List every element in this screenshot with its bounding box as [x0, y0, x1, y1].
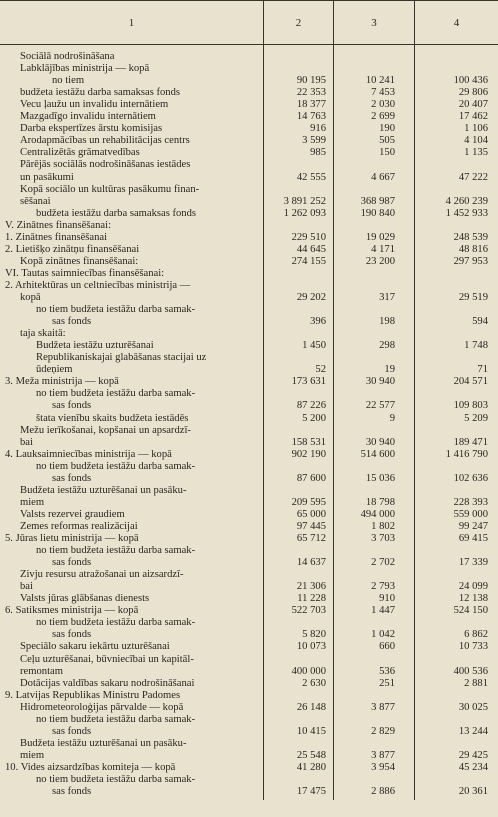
row-value-c4: 102 636 [453, 472, 488, 484]
row-value-c2: 1 450 [302, 340, 326, 352]
header-col-1: 1 [128, 16, 135, 29]
header-col-3: 3 [371, 16, 377, 29]
row-value-c2: 10 415 [296, 725, 326, 737]
row-value-c4: 24 099 [458, 581, 488, 593]
row-value-c4: 17 339 [458, 557, 488, 569]
row-label: štata vienību skaits budžeta iestādēs [36, 412, 189, 424]
row-label: bai [20, 436, 33, 448]
row-value-c2: 26 148 [296, 701, 326, 713]
row-value-c3: 3 954 [371, 761, 395, 773]
row-value-c3: 317 [379, 292, 395, 303]
row-value-c2: 400 000 [291, 665, 326, 677]
row-value-c4: 20 361 [458, 786, 488, 798]
row-value-c2: 11 228 [297, 593, 326, 605]
row-value-c2: 916 [310, 123, 326, 135]
row-value-c4: 29 519 [458, 292, 488, 303]
row-value-c3: 10 241 [365, 75, 395, 87]
row-value-c2: 229 510 [291, 231, 326, 243]
row-value-c2: 396 [310, 316, 326, 328]
row-value-c2: 41 280 [296, 761, 326, 773]
row-value-c2: 42 555 [296, 171, 326, 183]
row-label: Republikaniskajai glabāšanas stacijai uz [36, 352, 207, 364]
row-value-c4: 17 462 [458, 111, 488, 123]
row-value-c3: 3 877 [371, 701, 395, 713]
row-label: no tiem budžeta iestāžu darba samak- [36, 304, 196, 316]
row-label: miem [20, 749, 45, 761]
row-label: bai [20, 581, 33, 593]
row-value-c2: 14 763 [296, 111, 326, 123]
row-label: 6. Satiksmes ministrija — kopā [5, 605, 139, 617]
row-label: 2. Arhitektūras un celtniecības ministrija — [5, 279, 191, 291]
row-value-c2: 158 531 [291, 436, 326, 448]
row-label: Kopā zinātnes finansēšanai: [20, 255, 139, 267]
row-label: ūdeņiem [36, 364, 73, 376]
row-label: Centralizētās grāmatvedības [20, 147, 140, 159]
row-value-c2: 87 226 [296, 400, 326, 412]
row-value-c4: 29 806 [458, 87, 488, 99]
row-value-c4: 248 539 [453, 231, 488, 243]
row-value-c2: 44 645 [296, 243, 326, 255]
row-label: Mežu ierīkošanai, kopšanai un apsardzī- [20, 424, 191, 436]
row-label: 2. Lietišķo zinātņu finansēšanai [5, 243, 140, 255]
row-value-c2: 173 631 [291, 376, 326, 388]
row-label: no tiem budžeta iestāžu darba samak- [36, 617, 196, 629]
row-label: sas fonds [52, 400, 92, 412]
row-value-c4: 204 571 [453, 376, 488, 388]
row-label: remontam [20, 665, 63, 677]
row-value-c4: 48 816 [458, 243, 488, 255]
row-value-c4: 559 000 [453, 508, 488, 520]
row-label: miem [20, 496, 45, 508]
row-label: Pārējās sociālās nodrošināšanas iestādes [20, 159, 191, 171]
row-value-c4: 297 953 [453, 255, 488, 267]
row-label: sas fonds [52, 316, 92, 328]
row-value-c4: 13 244 [458, 725, 488, 737]
row-value-c4: 2 881 [464, 677, 488, 689]
row-label: no tiem budžeta iestāžu darba samak- [36, 545, 196, 557]
row-value-c3: 2 886 [371, 786, 395, 798]
row-value-c4: 20 407 [458, 99, 488, 111]
row-value-c2: 65 000 [296, 508, 326, 520]
row-value-c3: 19 [384, 364, 395, 376]
row-value-c4: 30 025 [458, 701, 488, 713]
row-label: sas fonds [52, 786, 92, 798]
row-value-c3: 22 577 [365, 400, 395, 412]
header-col-4: 4 [453, 16, 460, 29]
row-label: kopā [20, 292, 41, 303]
row-value-c2: 29 202 [296, 292, 326, 303]
row-value-c4: 1 135 [464, 147, 488, 159]
row-label: Arodapmācības un rehabilitācijas centrs [20, 135, 190, 147]
row-label: V. Zinātnes finansēšanai: [5, 219, 112, 231]
row-value-c2: 10 073 [296, 641, 326, 653]
row-label: Budžeta iestāžu uzturēšanai un pasāku- [20, 484, 187, 496]
row-value-c3: 251 [379, 677, 395, 689]
row-value-c4: 100 436 [453, 75, 488, 87]
row-value-c4: 6 862 [464, 629, 488, 641]
row-value-c3: 23 200 [365, 255, 395, 267]
row-value-c3: 30 940 [365, 436, 395, 448]
row-value-c2: 5 200 [302, 412, 326, 424]
row-value-c3: 3 703 [371, 533, 395, 544]
column-divider [263, 0, 264, 800]
row-value-c3: 1 802 [371, 520, 395, 532]
row-value-c4: 29 425 [458, 749, 488, 761]
row-value-c4: 10 733 [458, 641, 488, 653]
row-value-c2: 5 820 [302, 629, 326, 641]
row-label: 9. Latvijas Republikas Ministru Padomes [5, 689, 181, 701]
row-value-c2: 1 262 093 [283, 207, 326, 219]
row-value-c4: 1 106 [464, 123, 488, 135]
row-value-c4: 109 803 [453, 400, 488, 412]
row-label: no tiem budžeta iestāžu darba samak- [36, 774, 196, 785]
row-label: no tiem [52, 75, 85, 87]
row-value-c2: 87 600 [296, 472, 326, 484]
row-value-c3: 7 453 [371, 87, 395, 99]
row-value-c2: 17 475 [296, 786, 326, 798]
row-value-c4: 5 209 [464, 412, 488, 424]
row-label: Mazgadīgo invalidu internātiem [20, 111, 156, 123]
row-value-c4: 71 [477, 364, 488, 376]
row-label: no tiem budžeta iestāžu darba samak- [36, 713, 196, 725]
row-value-c2: 2 630 [302, 677, 326, 689]
row-value-c4: 4 260 239 [445, 195, 488, 207]
row-value-c3: 2 829 [371, 725, 395, 737]
row-value-c4: 524 150 [453, 605, 488, 617]
row-value-c4: 47 222 [458, 171, 488, 183]
row-label: Labklājības ministrija — kopā [20, 63, 150, 75]
row-value-c3: 30 940 [365, 376, 395, 388]
row-label: Speciālo sakaru iekārtu uzturēšanai [20, 641, 170, 653]
row-value-c2: 3 891 252 [283, 195, 326, 207]
row-value-c3: 18 798 [365, 496, 395, 508]
row-value-c4: 99 247 [458, 520, 488, 532]
row-label: Budžeta iestāžu uzturēšanai [36, 340, 154, 352]
row-value-c4: 594 [472, 316, 488, 328]
row-label: Budžeta iestāžu uzturēšanai un pasāku- [20, 737, 187, 749]
row-label: Ceļu uzturēšanai, būvniecībai un kapitāl- [20, 653, 194, 665]
row-value-c4: 12 138 [458, 593, 488, 605]
row-label: 1. Zinātnes finansēšanai [5, 231, 108, 243]
row-label: sas fonds [52, 472, 92, 484]
row-value-c3: 368 987 [360, 195, 395, 207]
row-label: Zemes reformas realizācijai [20, 520, 138, 532]
row-label: 10. Vides aizsardzības komiteja — kopā [5, 761, 176, 773]
table-header [0, 0, 498, 45]
row-label: Vecu ļaužu un invalidu internātiem [20, 99, 169, 111]
row-value-c2: 14 637 [296, 557, 326, 569]
row-value-c2: 65 712 [296, 533, 326, 544]
row-label: budžeta iestāžu darba samaksas fonds [20, 87, 181, 99]
row-value-c3: 494 000 [360, 508, 395, 520]
row-value-c3: 9 [389, 412, 395, 424]
column-divider [414, 0, 415, 800]
row-value-c3: 2 030 [371, 99, 395, 111]
row-value-c3: 190 840 [360, 207, 395, 219]
row-value-c4: 69 415 [458, 533, 488, 544]
row-value-c4: 1 416 790 [445, 448, 488, 460]
row-value-c2: 25 548 [296, 749, 326, 761]
row-value-c3: 150 [379, 147, 395, 159]
row-label: Kopā sociālo un kultūras pasākumu finan- [20, 183, 200, 195]
row-label: 3. Meža ministrija — kopā [5, 376, 119, 388]
row-value-c4: 1 748 [464, 340, 488, 352]
row-label: Sociālā nodrošināšana [20, 51, 115, 62]
row-label: Hidrometeoroloģijas pārvalde — kopā [20, 701, 184, 713]
row-label: sas fonds [52, 557, 92, 569]
row-value-c2: 985 [310, 147, 326, 159]
row-value-c3: 4 667 [371, 171, 395, 183]
row-value-c2: 52 [315, 364, 326, 376]
row-value-c2: 902 190 [291, 448, 326, 460]
row-value-c3: 2 702 [371, 557, 395, 569]
row-value-c3: 298 [379, 340, 395, 352]
row-value-c2: 274 155 [291, 255, 326, 267]
row-label: Darba ekspertīzes ārstu komisijas [20, 123, 163, 135]
row-label: Dotācijas valdības sakaru nodrošināšanai [20, 677, 195, 689]
header-col-2: 2 [295, 16, 302, 29]
row-value-c4: 45 234 [458, 761, 488, 773]
row-value-c4: 400 536 [453, 665, 488, 677]
row-value-c3: 2 793 [371, 581, 395, 593]
row-label: Zivju resursu atražošanai un aizsardzī- [20, 569, 184, 581]
row-value-c2: 21 306 [296, 581, 326, 593]
row-value-c3: 4 171 [371, 243, 395, 255]
row-label: 4. Lauksaimniecības ministrija — kopā [5, 448, 172, 460]
row-value-c3: 1 447 [371, 605, 395, 617]
row-value-c2: 3 599 [302, 135, 326, 147]
row-value-c3: 19 029 [365, 231, 395, 243]
row-value-c3: 198 [379, 316, 395, 328]
column-divider [333, 0, 334, 800]
row-value-c3: 2 699 [371, 111, 395, 123]
row-value-c3: 190 [379, 123, 395, 135]
row-value-c2: 90 195 [296, 75, 326, 87]
row-label: VI. Tautas saimniecības finansēšanai: [5, 267, 165, 279]
row-label: sas fonds [52, 725, 92, 737]
row-value-c4: 4 104 [464, 135, 488, 147]
row-value-c3: 15 036 [365, 472, 395, 484]
row-value-c4: 189 471 [453, 436, 488, 448]
row-value-c3: 660 [379, 641, 395, 653]
row-label: sēšanai [20, 195, 51, 207]
row-label: un pasākumi [20, 171, 74, 183]
row-value-c2: 522 703 [291, 605, 326, 617]
row-value-c4: 1 452 933 [445, 207, 488, 219]
row-value-c2: 209 595 [291, 496, 326, 508]
row-label: 5. Jūras lietu ministrija — kopā [5, 533, 139, 544]
row-label: budžeta iestāžu darba samaksas fonds [36, 207, 197, 219]
row-label: Valsts jūras glābšanas dienests [20, 593, 150, 605]
row-value-c3: 3 877 [371, 749, 395, 761]
row-label: sas fonds [52, 629, 92, 641]
row-value-c2: 97 445 [296, 520, 326, 532]
row-value-c2: 18 377 [296, 99, 326, 111]
row-label: taja skaitā: [20, 328, 66, 340]
row-value-c3: 1 042 [371, 629, 395, 641]
row-value-c4: 228 393 [453, 496, 488, 508]
row-value-c3: 536 [379, 665, 395, 677]
row-label: no tiem budžeta iestāžu darba samak- [36, 388, 196, 400]
row-label: no tiem budžeta iestāžu darba samak- [36, 460, 196, 472]
row-value-c3: 910 [379, 593, 395, 605]
row-value-c3: 514 600 [360, 448, 395, 460]
row-value-c3: 505 [379, 135, 395, 147]
row-label: Valsts rezervei graudiem [20, 508, 125, 520]
row-value-c2: 22 353 [296, 87, 326, 99]
